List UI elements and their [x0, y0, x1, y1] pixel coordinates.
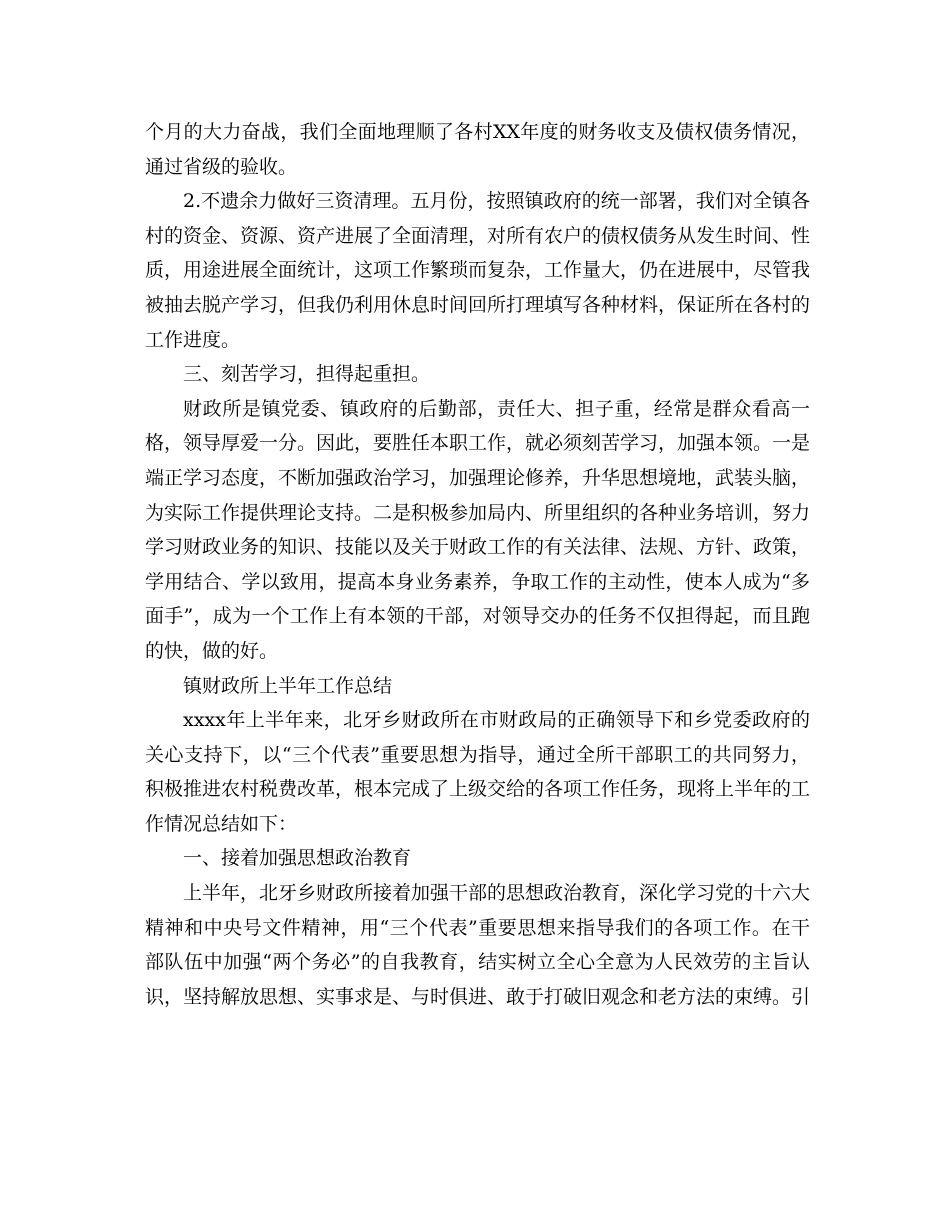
paragraph-6: xxxx年上半年来，北牙乡财政所在市财政局的正确领导下和乡党委政府的关心支持下，以“三个代表”重要思想为指导，通过全所干部职工的共同努力，积极推进农村税费改革，根本完成了上级交给的各项工作任务，现将上半年的工作情况总结如下：: [145, 709, 811, 835]
paragraph-8: 上半年，北牙乡财政所接着加强干部的思想政治教育，深化学习党的十六大精神和中央号文件精神，用“三个代表”重要思想来指导我们的各项工作。在干部队伍中加强“两个务必”的自我教育，结实树立全心全意为人民效劳的主旨认识，坚持解放思想、实事求是、与时俱进、敢于打破旧观念和老方法的束缚。引: [145, 882, 811, 1008]
document-title: 镇财政所上半年工作总结: [183, 674, 393, 697]
paragraph-1: 个月的大力奋战，我们全面地理顺了各村XX年度的财务收支及债权债务情况，通过省级的验收。: [145, 121, 810, 178]
paragraph-2: 2.不遗余力做好三资清理。五月份，按照镇政府的统一部署，我们对全镇各村的资金、资源、资产进展了全面清理，对所有农户的债权债务从发生时间、性质，用途进展全面统计，这项工作繁琐而复杂，工作量大，仍在进展中，尽管我被抽去脱产学习，但我仍利用休息时间回所打理填写各种材料，保证所在各村的工作进度。: [145, 190, 811, 351]
paragraph-4: 财政所是镇党委、镇政府的后勤部，责任大、担子重，经常是群众看高一格，领导厚爱一分。因此，要胜任本职工作，就必须刻苦学习，加强本领。一是端正学习态度，不断加强政治学习，加强理论修养，升华思想境地，武装头脑，为实际工作提供理论支持。二是积极参加局内、所里组织的各种业务培训，努力学习财政业务的知识、技能以及关于财政工作的有关法律、法规、方针、政策，学用结合、学以致用，提高本身业务素养，争取工作的主动性，使本人成为“多面手”，成为一个工作上有本领的干部，对领导交办的任务不仅担得起，而且跑的快，做的好。: [145, 397, 811, 662]
section-heading-3: 三、刻苦学习，担得起重担。: [183, 363, 431, 386]
section-heading-1: 一、接着加强思想政治教育: [183, 847, 412, 870]
